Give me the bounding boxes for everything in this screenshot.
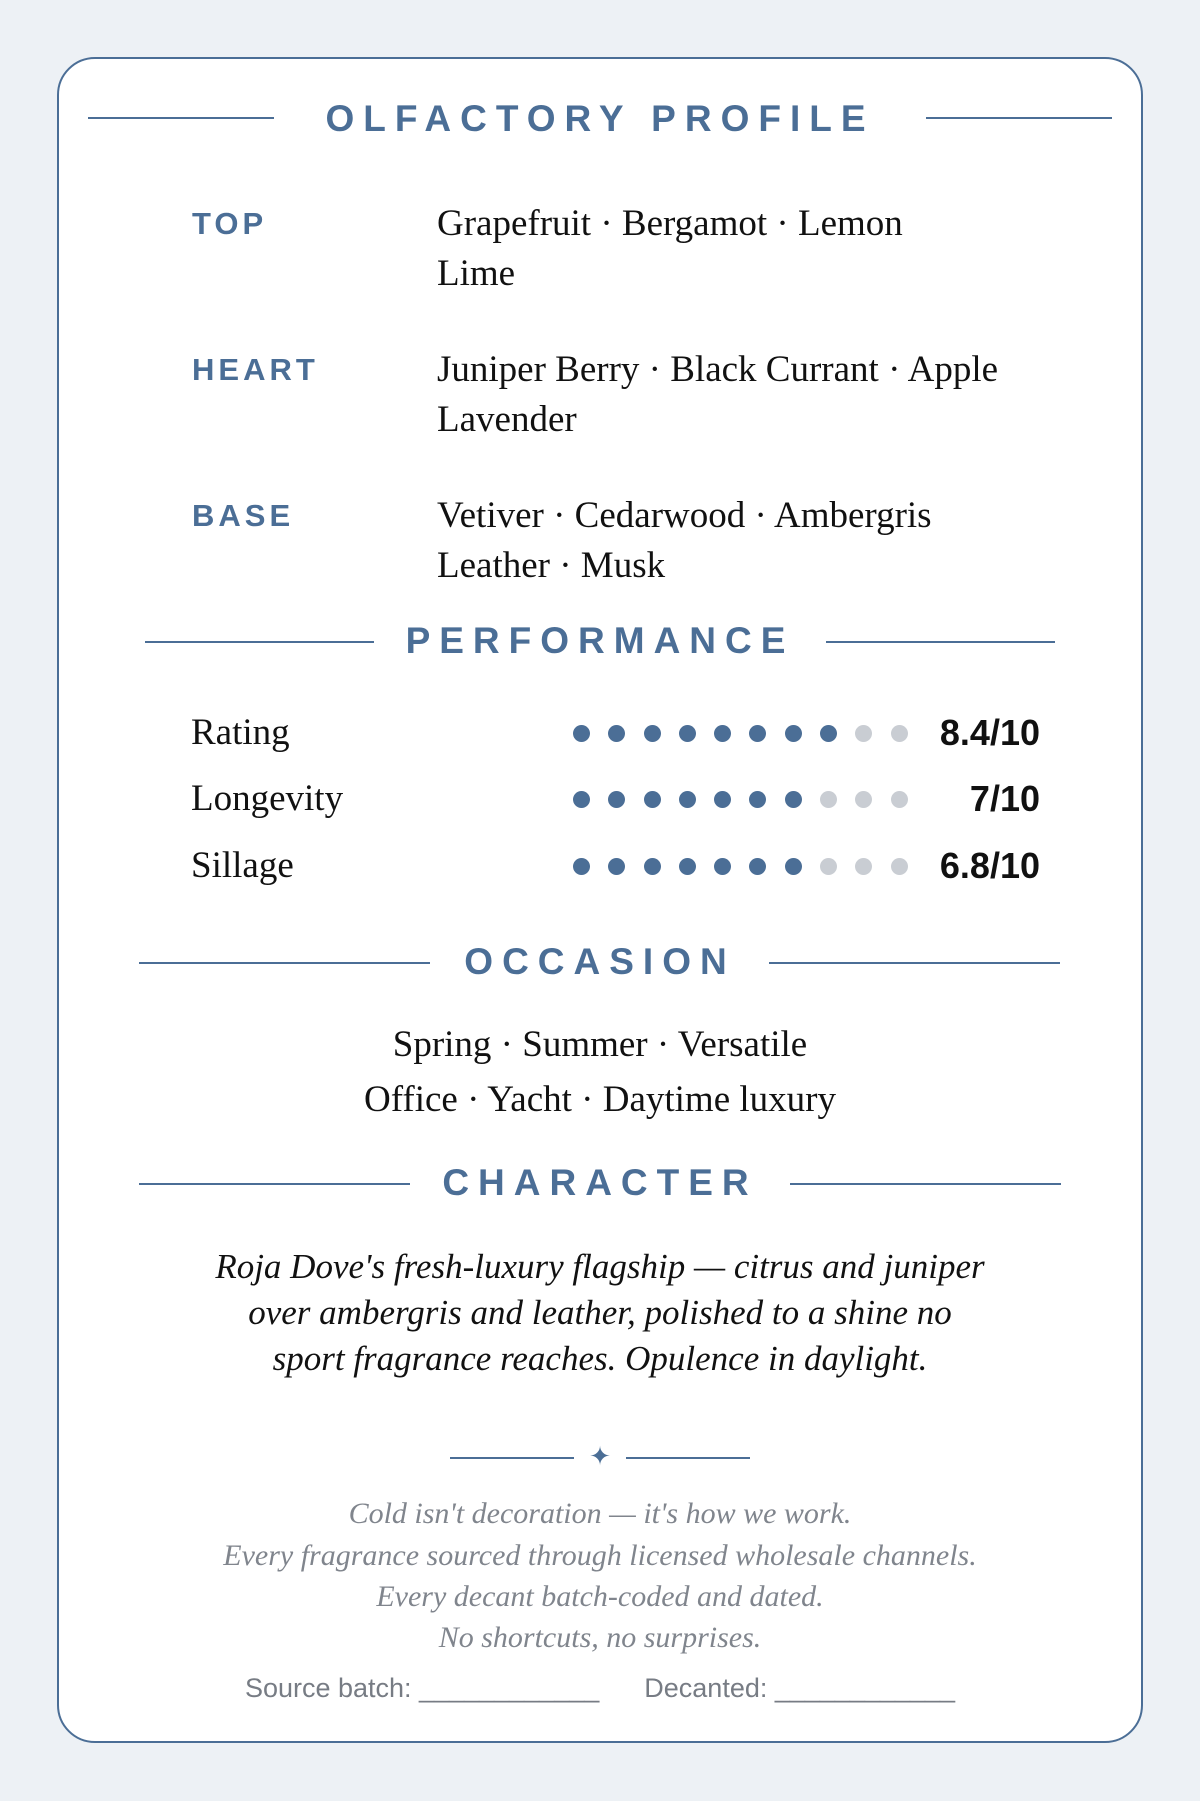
note-line: Lavender: [437, 399, 577, 440]
divider-rule-right: [626, 1457, 750, 1459]
metric-value-rating: 8.4/10: [939, 712, 1040, 753]
metric-dots-sillage: [573, 844, 926, 888]
note-list-top: [437, 199, 1077, 299]
rating-dot-filled: [608, 858, 625, 875]
rating-dot-empty: [855, 725, 872, 742]
metric-label-longevity: Longevity: [191, 778, 344, 819]
rating-dot-filled: [714, 791, 731, 808]
decanted-field[interactable]: Decanted: ____________: [644, 1673, 956, 1703]
character-heading: CHARACTER: [442, 1162, 758, 1203]
rating-dot-empty: [891, 858, 908, 875]
note-label-base: BASE: [192, 498, 295, 533]
rating-dot-empty: [891, 725, 908, 742]
note-list-base: [437, 491, 1077, 591]
rating-dot-filled: [714, 858, 731, 875]
rating-dot-filled: [820, 725, 837, 742]
rating-dot-filled: [714, 725, 731, 742]
character-line: sport fragrance reaches. Opulence in daylight.: [272, 1339, 928, 1378]
note-line: Juniper Berry · Black Currant · Apple: [437, 349, 999, 390]
metric-value-longevity: 7/10: [969, 778, 1040, 819]
source-batch-field[interactable]: Source batch: ____________: [244, 1673, 600, 1703]
note-line: Vetiver · Cedarwood · Ambergris: [437, 495, 932, 536]
rating-dot-empty: [820, 858, 837, 875]
metric-value-sillage: 6.8/10: [939, 845, 1040, 886]
footer-line: Every fragrance sourced through licensed wholesale channels.: [223, 1539, 977, 1572]
batch-fields: [0, 1670, 1200, 1706]
rating-dot-filled: [573, 791, 590, 808]
rating-dot-filled: [785, 858, 802, 875]
divider-rule-left: [450, 1457, 574, 1459]
rating-dot-filled: [644, 791, 661, 808]
footer-line: Cold isn't decoration — it's how we work.: [348, 1497, 852, 1530]
occasion-heading: OCCASION: [464, 941, 736, 982]
occasion-line: Spring · Summer · Versatile: [392, 1024, 808, 1065]
olfactory-profile-heading: OLFACTORY PROFILE: [325, 98, 875, 139]
rating-dot-empty: [855, 791, 872, 808]
rating-dot-filled: [608, 791, 625, 808]
rating-dot-filled: [749, 725, 766, 742]
note-list-heart: [437, 345, 1077, 445]
rating-dot-filled: [785, 791, 802, 808]
metric-dots-rating: [573, 711, 926, 755]
rating-dot-filled: [679, 858, 696, 875]
footer-line: No shortcuts, no surprises.: [438, 1621, 762, 1654]
rating-dot-empty: [820, 791, 837, 808]
rating-dot-filled: [644, 858, 661, 875]
rating-dot-filled: [749, 858, 766, 875]
character-line: over ambergris and leather, polished to a shine no: [248, 1293, 952, 1332]
occasion-line: Office · Yacht · Daytime luxury: [364, 1079, 836, 1120]
rating-dot-filled: [785, 725, 802, 742]
note-line: Lime: [437, 253, 516, 294]
character-line: Roja Dove's fresh-luxury flagship — citrus and juniper: [215, 1247, 985, 1286]
footer-line: Every decant batch-coded and dated.: [376, 1580, 824, 1613]
rating-dot-filled: [749, 791, 766, 808]
metric-label-sillage: Sillage: [191, 845, 294, 886]
rating-dot-empty: [855, 858, 872, 875]
note-label-heart: HEART: [192, 352, 319, 387]
rating-dot-filled: [573, 858, 590, 875]
field-spacer: [599, 1673, 644, 1703]
metric-dots-longevity: [573, 777, 926, 821]
note-line: Leather · Musk: [437, 545, 666, 586]
rating-dot-filled: [644, 725, 661, 742]
rating-dot-filled: [608, 725, 625, 742]
profile-card: [57, 57, 1143, 1743]
rating-dot-filled: [679, 791, 696, 808]
rating-dot-filled: [573, 725, 590, 742]
rating-dot-filled: [679, 725, 696, 742]
note-label-top: TOP: [192, 206, 268, 241]
rating-dot-empty: [891, 791, 908, 808]
metric-label-rating: Rating: [191, 712, 290, 753]
sparkle-icon: ✦: [589, 1442, 611, 1472]
note-line: Grapefruit · Bergamot · Lemon: [437, 203, 903, 244]
performance-heading: PERFORMANCE: [405, 620, 795, 661]
